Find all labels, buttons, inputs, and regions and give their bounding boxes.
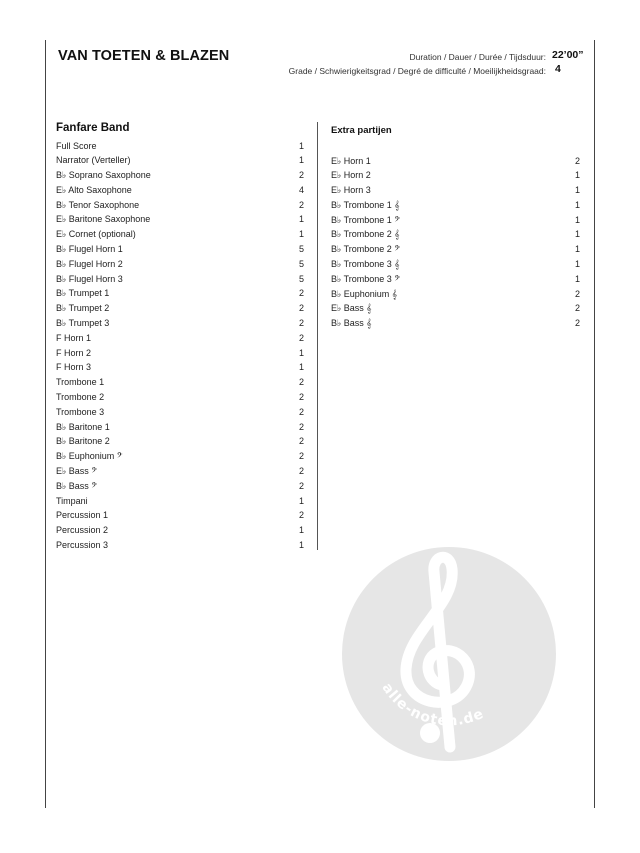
- part-name: B♭ Tenor Saxophone: [56, 199, 140, 210]
- part-quantity: 1: [298, 229, 304, 240]
- part-row: [56, 375, 304, 390]
- part-quantity: 1: [574, 170, 580, 181]
- part-name: B♭ Euphonium 𝄞: [331, 288, 398, 299]
- watermark-logo: [342, 547, 556, 761]
- part-name: E♭ Cornet (optional): [56, 229, 136, 240]
- part-row: [56, 464, 304, 479]
- part-row: [331, 183, 580, 198]
- part-name: Full Score: [56, 140, 97, 151]
- part-quantity: 2: [298, 377, 304, 388]
- part-name: B♭ Baritone 2: [56, 436, 110, 447]
- part-name: B♭ Flugel Horn 2: [56, 258, 123, 269]
- part-quantity: 2: [298, 451, 304, 462]
- part-quantity: 4: [298, 184, 304, 195]
- part-quantity: 2: [574, 318, 580, 329]
- part-name: B♭ Trombone 1 𝄞: [331, 199, 400, 210]
- part-name: B♭ Trombone 3 𝄞: [331, 259, 400, 270]
- part-row: [331, 316, 580, 331]
- part-quantity: 2: [298, 421, 304, 432]
- part-quantity: 2: [574, 155, 580, 166]
- part-name: B♭ Bass 𝄞: [331, 318, 372, 329]
- part-quantity: 1: [298, 525, 304, 536]
- part-name: E♭ Baritone Saxophone: [56, 214, 151, 225]
- part-quantity: 1: [298, 495, 304, 506]
- part-name: F Horn 1: [56, 332, 92, 343]
- part-row: [331, 287, 580, 302]
- part-row: [56, 139, 304, 154]
- part-name: Percussion 2: [56, 525, 109, 536]
- part-row: [56, 494, 304, 509]
- part-row: [56, 508, 304, 523]
- part-name: Timpani: [56, 495, 88, 506]
- part-name: E♭ Horn 2: [331, 170, 371, 181]
- extra-parts-list: [331, 154, 580, 332]
- part-row: [56, 272, 304, 287]
- part-name: F Horn 2: [56, 347, 92, 358]
- part-quantity: 5: [298, 273, 304, 284]
- part-quantity: 1: [298, 540, 304, 551]
- part-row: [56, 301, 304, 316]
- part-quantity: 2: [298, 406, 304, 417]
- part-quantity: 1: [574, 244, 580, 255]
- part-row: [331, 301, 580, 316]
- part-row: [56, 183, 304, 198]
- part-row: [56, 420, 304, 435]
- part-name: B♭ Baritone 1: [56, 421, 110, 432]
- part-name: B♭ Trumpet 2: [56, 303, 110, 314]
- part-row: [56, 449, 304, 464]
- part-name: B♭ Trombone 3 𝄢: [331, 273, 401, 284]
- part-name: Percussion 1: [56, 510, 109, 521]
- part-quantity: 2: [298, 436, 304, 447]
- part-quantity: 1: [574, 199, 580, 210]
- part-row: [56, 227, 304, 242]
- part-row: [331, 213, 580, 228]
- right-margin-rule: [594, 40, 595, 808]
- part-name: E♭ Bass 𝄞: [331, 303, 372, 314]
- part-row: [331, 242, 580, 257]
- part-quantity: 2: [298, 510, 304, 521]
- part-name: Narrator (Verteller): [56, 155, 131, 166]
- part-name: B♭ Trombone 1 𝄢: [331, 214, 401, 225]
- part-name: E♭ Horn 1: [331, 155, 371, 166]
- watermark-text: alle-noten.de: [378, 680, 487, 730]
- extra-section-title: Extra partijen: [331, 125, 392, 136]
- duration-label: Duration / Dauer / Durée / Tijdsduur:: [409, 52, 546, 62]
- part-name: B♭ Trumpet 3: [56, 318, 110, 329]
- left-margin-rule: [45, 40, 46, 808]
- part-quantity: 2: [298, 332, 304, 343]
- part-row: [56, 523, 304, 538]
- part-row: [56, 434, 304, 449]
- duration-value: 22’00”: [552, 49, 584, 61]
- column-divider: [317, 122, 318, 550]
- part-name: B♭ Bass 𝄢: [56, 480, 98, 491]
- part-row: [331, 168, 580, 183]
- part-quantity: 2: [298, 480, 304, 491]
- part-name: Trombone 3: [56, 406, 105, 417]
- part-name: B♭ Trombone 2 𝄢: [331, 244, 401, 255]
- part-row: [56, 153, 304, 168]
- part-name: E♭ Alto Saxophone: [56, 184, 132, 195]
- part-quantity: 2: [298, 199, 304, 210]
- part-quantity: 1: [574, 229, 580, 240]
- part-row: [56, 242, 304, 257]
- part-row: [56, 360, 304, 375]
- part-row: [56, 479, 304, 494]
- part-name: B♭ Flugel Horn 3: [56, 273, 123, 284]
- part-quantity: 1: [298, 140, 304, 151]
- part-row: [56, 212, 304, 227]
- part-quantity: 5: [298, 244, 304, 255]
- part-quantity: 2: [574, 303, 580, 314]
- part-quantity: 2: [298, 466, 304, 477]
- part-quantity: 1: [574, 273, 580, 284]
- part-quantity: 1: [574, 185, 580, 196]
- part-row: [56, 538, 304, 553]
- part-name: F Horn 3: [56, 362, 92, 373]
- part-quantity: 1: [574, 214, 580, 225]
- grade-label: Grade / Schwierigkeitsgrad / Degré de difficulté / Moeilijkheidsgraad:: [288, 66, 546, 76]
- grade-value: 4: [555, 63, 561, 75]
- part-name: E♭ Bass 𝄢: [56, 466, 98, 477]
- part-name: B♭ Euphonium 𝄢: [56, 451, 123, 462]
- part-row: [56, 316, 304, 331]
- fanfare-parts-list: [56, 139, 304, 553]
- part-row: [56, 198, 304, 213]
- part-name: Trombone 1: [56, 377, 105, 388]
- part-row: [331, 257, 580, 272]
- part-quantity: 2: [298, 170, 304, 181]
- part-quantity: 1: [574, 259, 580, 270]
- part-row: [56, 346, 304, 361]
- part-row: [331, 272, 580, 287]
- part-row: [331, 198, 580, 213]
- part-row: [331, 154, 580, 169]
- part-quantity: 2: [298, 318, 304, 329]
- part-quantity: 5: [298, 258, 304, 269]
- part-quantity: 2: [574, 288, 580, 299]
- part-quantity: 1: [298, 347, 304, 358]
- part-name: B♭ Trumpet 1: [56, 288, 110, 299]
- part-name: B♭ Soprano Saxophone: [56, 170, 151, 181]
- part-row: [56, 331, 304, 346]
- part-name: Percussion 3: [56, 540, 109, 551]
- part-name: Trombone 2: [56, 392, 105, 403]
- part-quantity: 2: [298, 288, 304, 299]
- part-quantity: 1: [298, 155, 304, 166]
- part-row: [56, 390, 304, 405]
- part-quantity: 1: [298, 214, 304, 225]
- part-quantity: 2: [298, 303, 304, 314]
- fanfare-section-title: Fanfare Band: [56, 122, 130, 134]
- page-title: VAN TOETEN & BLAZEN: [58, 48, 230, 64]
- part-name: E♭ Horn 3: [331, 185, 371, 196]
- part-quantity: 1: [298, 362, 304, 373]
- part-row: [56, 405, 304, 420]
- part-quantity: 2: [298, 392, 304, 403]
- part-row: [56, 257, 304, 272]
- part-row: [56, 286, 304, 301]
- part-name: B♭ Trombone 2 𝄞: [331, 229, 400, 240]
- part-row: [56, 168, 304, 183]
- part-name: B♭ Flugel Horn 1: [56, 244, 123, 255]
- part-row: [331, 227, 580, 242]
